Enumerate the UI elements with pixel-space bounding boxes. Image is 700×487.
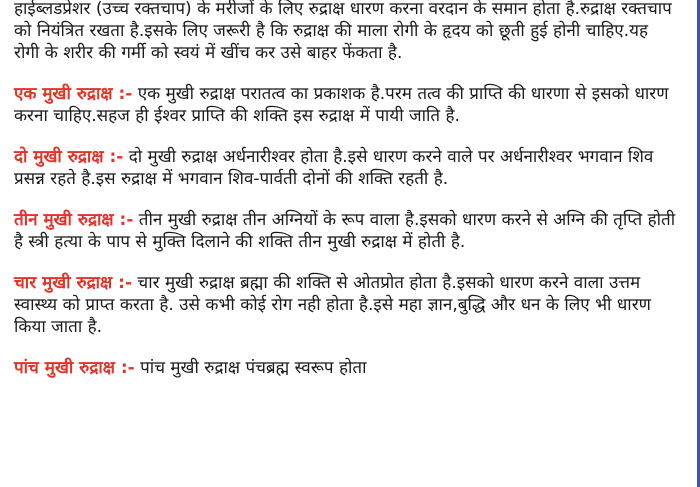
section-heading: दो मुखी रुद्राक्ष :- [14,147,124,167]
section-do-mukhi [14,146,676,190]
section-text: तीन मुखी रुद्राक्ष तीन अग्नियों के रूप वाला है.इसको धारण करने से अग्नि की तृप्ति होती है स्त्री हत्या के पाप से मुक्ति दिलाने की शक्ति तीन मुखी रुद्राक्ष में होती है. [14,210,676,252]
section-teen-mukhi [14,209,676,253]
section-ek-mukhi [14,83,676,127]
intro-paragraph: हाईब्लडप्रेशर (उच्च रक्तचाप) के मरीजों के लिए रुद्राक्ष धारण करना वरदान के समान होता है.रुद्राक्ष रक्तचाप को नियंत्रित रखता है.इसके लिए जरूरी है कि रुद्राक्ष की माला रोगी के हृदय को छूती हुई होनी चाहिए.यह रोगी के शरीर की गर्मी को स्वयं में खींच कर उसे बाहर फेंकता है. [14,0,672,63]
section-panch-mukhi [14,357,676,379]
section-heading: एक मुखी रुद्राक्ष :- [14,84,133,104]
section-heading: चार मुखी रुद्राक्ष :- [14,273,133,293]
section-heading: तीन मुखी रुद्राक्ष :- [14,210,134,230]
section-text: दो मुखी रुद्राक्ष अर्धनारीश्वर होता है.इसे धारण करने वाले पर अर्धनारीश्वर भगवान शिव प्रसन्न रहते है.इस रुद्राक्ष में भगवान शिव-पार्वती दोनों की शक्ति रहती है. [14,147,654,189]
section-text: चार मुखी रुद्राक्ष ब्रह्मा की शक्ति से ओतप्रोत होता है.इसको धारण करने वाला उत्तम स्वास्थ्य को प्राप्त करता है. उसे कभी कोई रोग नही होता है.इसे महा ज्ञान,बुद्धि और धन के लिए भी धारण किया जाता है. [14,273,651,337]
section-heading: पांच मुखी रुद्राक्ष :- [14,358,135,378]
section-text: एक मुखी रुद्राक्ष परातत्व का प्रकाशक है.परम तत्व की प्राप्ति की धारणा से इसको धारण करना चाहिए.सहज ही ईश्वर प्राप्ति की शक्ति इस रुद्राक्ष में पायी जाति है. [14,84,669,126]
section-text: पांच मुखी रुद्राक्ष पंचब्रह्म स्वरूप होता [134,358,367,378]
section-char-mukhi [14,272,676,338]
article-body [14,0,676,398]
